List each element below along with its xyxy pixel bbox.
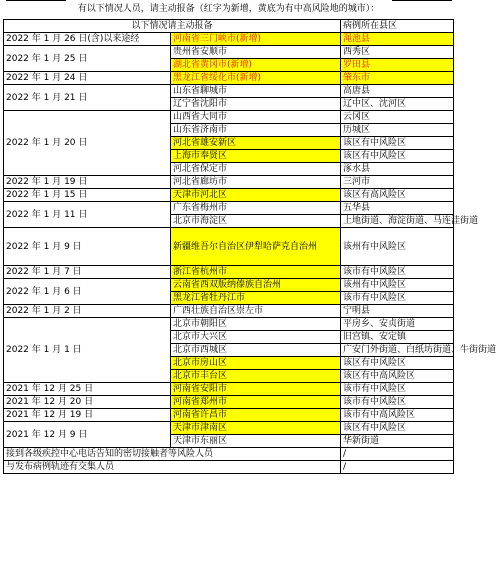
date-cell: 2022 年 1 月 9 日 [4,228,171,266]
city-cell: 天津市津南区 [171,422,341,435]
city-cell: 北京市海淀区 [171,215,341,228]
district-cell: 罗田县 [341,59,454,72]
city-cell: 北京市丰台区 [171,370,341,383]
district-cell: 该区有中高风险区 [341,370,454,383]
district-cell: 云冈区 [341,111,454,124]
date-cell: 2022 年 1 月 20 日 [4,111,171,176]
table-row [4,305,454,318]
city-cell: 河北省雄安新区 [171,137,341,150]
district-cell: 上地街道、海淀街道、马连洼街道 [341,215,454,228]
date-cell: 2022 年 1 月 26 日(含)以来途经 [4,33,171,46]
table-row [4,409,454,422]
city-cell: 贵州省安顺市 [171,46,341,59]
district-cell: 平房乡、安贞街道 [341,318,454,331]
report-table [3,19,496,474]
district-cell: 该市有中风险区 [341,292,454,305]
intro-note: 有以下情况人员，请主动报备（红字为新增，黄底为有中高风险地的城市）： [77,4,380,14]
date-cell: 2022 年 1 月 24 日 [4,72,171,85]
district-cell: 辽中区、沈河区 [341,98,454,111]
table-row [4,46,454,59]
table-row [4,318,454,331]
district-cell: 宁明县 [341,305,454,318]
city-cell: 黑龙江省绥化市(新增) [171,72,341,85]
table-row [4,189,454,202]
footer-row-close-contacts [4,448,454,461]
city-cell: 辽宁省沈阳市 [171,98,341,111]
date-cell: 2021 年 12 月 25 日 [4,383,171,396]
table-row [4,176,454,189]
date-cell: 2021 年 12 月 19 日 [4,409,171,422]
table-header-row [4,20,454,33]
city-cell: 浙江省杭州市 [171,266,341,279]
date-cell: 2022 年 1 月 21 日 [4,85,171,111]
table-row [4,266,454,279]
district-cell: 该市有中风险区 [341,383,454,396]
district-cell: 该市有中风险区 [341,396,454,409]
district-cell: 该市有中高风险区 [341,409,454,422]
city-cell: 山东省聊城市 [171,85,341,98]
district-cell: 三河市 [341,176,454,189]
date-cell: 2022 年 1 月 1 日 [4,318,171,383]
district-cell: 旧宫镇、安定镇 [341,331,454,344]
city-cell: 河南省三门峡市(新增) [171,33,341,46]
header-condition: 以下情况请主动报备 [4,20,341,33]
city-cell: 上海市奉贤区 [171,150,341,163]
date-cell: 2022 年 1 月 2 日 [4,305,171,318]
footer-label: 与发布病例轨迹有交集人员 [4,461,341,474]
district-cell: 西秀区 [341,46,454,59]
city-cell: 河南省郑州市 [171,396,341,409]
table-row [4,202,454,215]
date-cell: 2022 年 1 月 19 日 [4,176,171,189]
date-cell: 2022 年 1 月 25 日 [4,46,171,72]
city-cell: 河南省许昌市 [171,409,341,422]
table-row [4,422,454,435]
date-cell: 2022 年 1 月 7 日 [4,266,171,279]
city-cell: 广西壮族自治区崇左市 [171,305,341,318]
date-cell: 2021 年 12 月 20 日 [4,396,171,409]
city-cell: 新疆维吾尔自治区伊犁哈萨克自治州 [171,228,341,266]
table-row [4,85,454,98]
table-row [4,72,454,85]
city-cell: 河南省安阳市 [171,383,341,396]
city-cell: 北京市朝阳区 [171,318,341,331]
city-cell: 云南省西双版纳傣族自治州 [171,279,341,292]
table-row [4,383,454,396]
district-cell: 涿水县 [341,163,454,176]
table-row [4,279,454,292]
header-area: 病例所在县区 [341,20,454,33]
city-cell: 天津市河北区 [171,189,341,202]
table-row [4,228,454,266]
city-cell: 河北省廊坊市 [171,176,341,189]
footer-value: / [341,448,454,461]
city-cell: 北京市西城区 [171,344,341,357]
date-cell: 2022 年 1 月 15 日 [4,189,171,202]
district-cell: 该州有中风险区 [341,279,454,292]
date-cell: 2022 年 1 月 11 日 [4,202,171,228]
district-cell: 历城区 [341,124,454,137]
date-cell: 2022 年 1 月 6 日 [4,279,171,305]
footer-value: / [341,461,454,474]
district-cell: 渑池县 [341,33,454,46]
district-cell: 该市有中风险区 [341,266,454,279]
district-cell: 该区有中风险区 [341,357,454,370]
district-cell: 该州有中风险区 [341,228,454,266]
city-cell: 湖北省黄冈市(新增) [171,59,341,72]
table-row [4,111,454,124]
footer-row-track-overlap [4,461,454,474]
district-cell: 肇东市 [341,72,454,85]
table-row [4,396,454,409]
district-cell: 华新街道 [341,435,454,448]
city-cell: 北京市房山区 [171,357,341,370]
district-cell: 该区有中风险区 [341,137,454,150]
city-cell: 山西省大同市 [171,111,341,124]
city-cell: 山东省济南市 [171,124,341,137]
city-cell: 广东省梅州市 [171,202,341,215]
district-cell: 高唐县 [341,85,454,98]
district-cell: 该区有中风险区 [341,422,454,435]
city-cell: 河北省保定市 [171,163,341,176]
district-cell: 该区有高风险区 [341,189,454,202]
footer-label: 接到各级疾控中心电话告知的密切接触者等风险人员 [4,448,341,461]
city-cell: 黑龙江省牡丹江市 [171,292,341,305]
district-cell: 该区有中风险区 [341,150,454,163]
date-cell: 2021 年 12 月 9 日 [4,422,171,448]
district-cell: 广安门外街道、白纸坊街道、牛街街道 [341,344,454,357]
city-cell: 北京市大兴区 [171,331,341,344]
district-cell: 五华县 [341,202,454,215]
city-cell: 天津市东丽区 [171,435,341,448]
table-row [4,33,454,46]
